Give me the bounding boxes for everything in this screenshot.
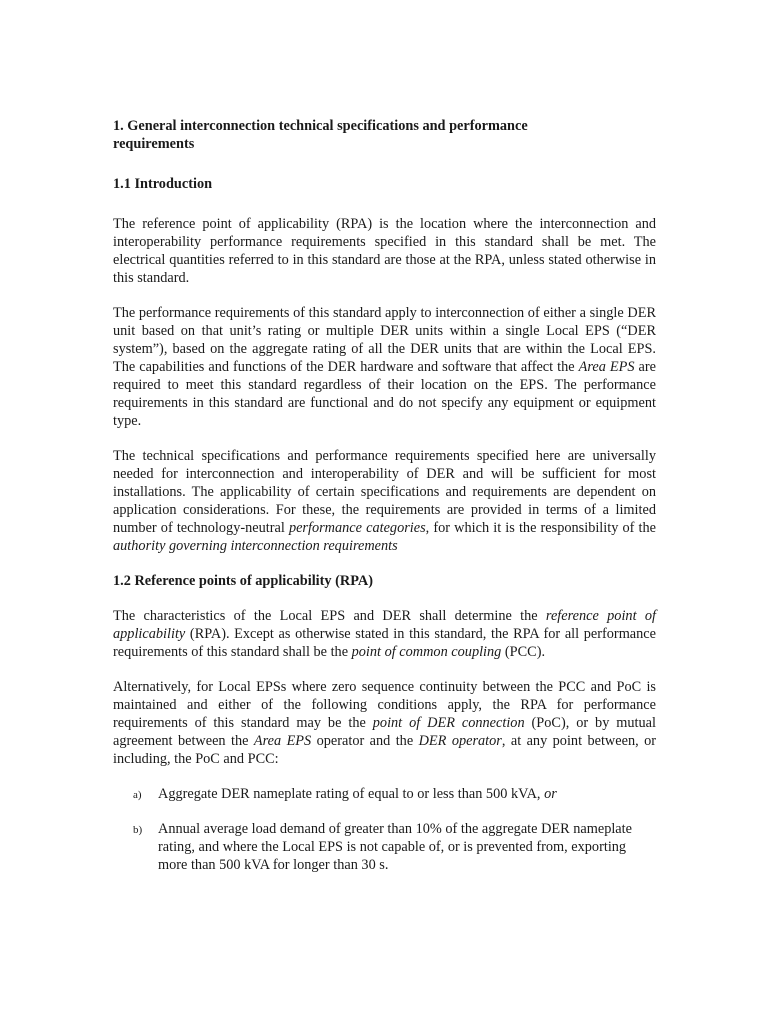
list-item <box>113 785 656 803</box>
rpa-p1-emphasis-rpa: reference point of applicability <box>113 608 656 642</box>
intro-p3-text-2: , for which it is the responsibility of the <box>425 520 656 536</box>
intro-heading: 1.1 Introduction <box>113 176 213 192</box>
rpa-p2-text-4: , at any point between, or including, the PoC and PCC: <box>113 733 656 767</box>
rpa-p1-text-3: (PCC). <box>501 644 546 660</box>
document-page <box>113 117 656 891</box>
rpa-p2-emphasis-poc: point of DER connection <box>372 715 525 731</box>
conditions-list <box>113 785 656 874</box>
intro-paragraph-3 <box>113 447 656 555</box>
intro-p3-text-1: The technical specifications and performance requirements specified here are universally needed for interconnection and interoperability of DER and will be sufficient for most installations. The applicability of certain specifications and requirements are dependent on application considerations. For these, the requirements are provided in terms of a limited number of technology-neutral <box>113 448 656 536</box>
intro-p3-emphasis-authority: authority governing interconnection requirements <box>113 538 398 554</box>
rpa-p2-text-3: operator and the <box>311 733 419 749</box>
rpa-p1-text-1: The characteristics of the Local EPS and DER shall determine the <box>113 608 546 624</box>
rpa-paragraph-1 <box>113 607 656 661</box>
intro-p2-text-2: are required to meet this standard regardless of their location on the EPS. The performance requirements in this standard are functional and do not specify any equipment or equipment type. <box>113 359 657 429</box>
intro-p2-text-1: The performance requirements of this standard apply to interconnection of either a single DER unit based on that unit’s rating or multiple DER units within a single Local EPS (“DER system”), based on the aggregate rating of all the DER units that are within the Local EPS. The capabilities and functions of the DER hardware and software that affect the <box>113 305 656 375</box>
list-item-b-text: Annual average load demand of greater than 10% of the aggregate DER nameplate rating, and where the Local EPS is not capable of, or is prevented from, exporting more than 500 kVA for longer than 30 s. <box>158 821 632 873</box>
list-item <box>113 820 656 874</box>
rpa-p1-emphasis-pcc: point of common coupling <box>351 644 502 660</box>
rpa-p2-emphasis-area-eps: Area EPS <box>253 733 312 749</box>
intro-paragraph-1: The reference point of applicability (RPA) is the location where the interconnection and interoperability performance requirements specified in this standard shall be met. The electrical quantities referred to in this standard are those at the RPA, unless stated otherwise in this standard. <box>113 216 656 286</box>
rpa-p1-text-2: (RPA). Except as otherwise stated in this standard, the RPA for all performance requirements of this standard shall be the <box>113 626 656 660</box>
section-title: 1. General interconnection technical specifications and performance requirements <box>113 118 528 152</box>
intro-p3-emphasis-performance-categories: performance categories <box>288 520 426 536</box>
rpa-p2-text-2: (PoC), or by mutual agreement between the <box>113 715 656 749</box>
list-marker: b) <box>133 824 143 836</box>
list-item-a-emphasis: or <box>544 786 557 802</box>
rpa-heading: 1.2 Reference points of applicability (RPA) <box>113 573 373 589</box>
intro-p2-emphasis-area-eps: Area EPS <box>578 359 635 375</box>
list-item-text <box>158 785 656 803</box>
list-item-a-text: Aggregate DER nameplate rating of equal to or less than 500 kVA, <box>158 786 545 802</box>
rpa-paragraph-2 <box>113 678 656 768</box>
list-marker: a) <box>133 789 142 801</box>
rpa-p2-emphasis-der-operator: DER operator <box>418 733 502 749</box>
intro-paragraph-2 <box>113 304 656 430</box>
rpa-p2-text-1: Alternatively, for Local EPSs where zero sequence continuity between the PCC and PoC is maintained and either of the following conditions apply, the RPA for performance requirements of this standard may be the <box>113 679 656 731</box>
